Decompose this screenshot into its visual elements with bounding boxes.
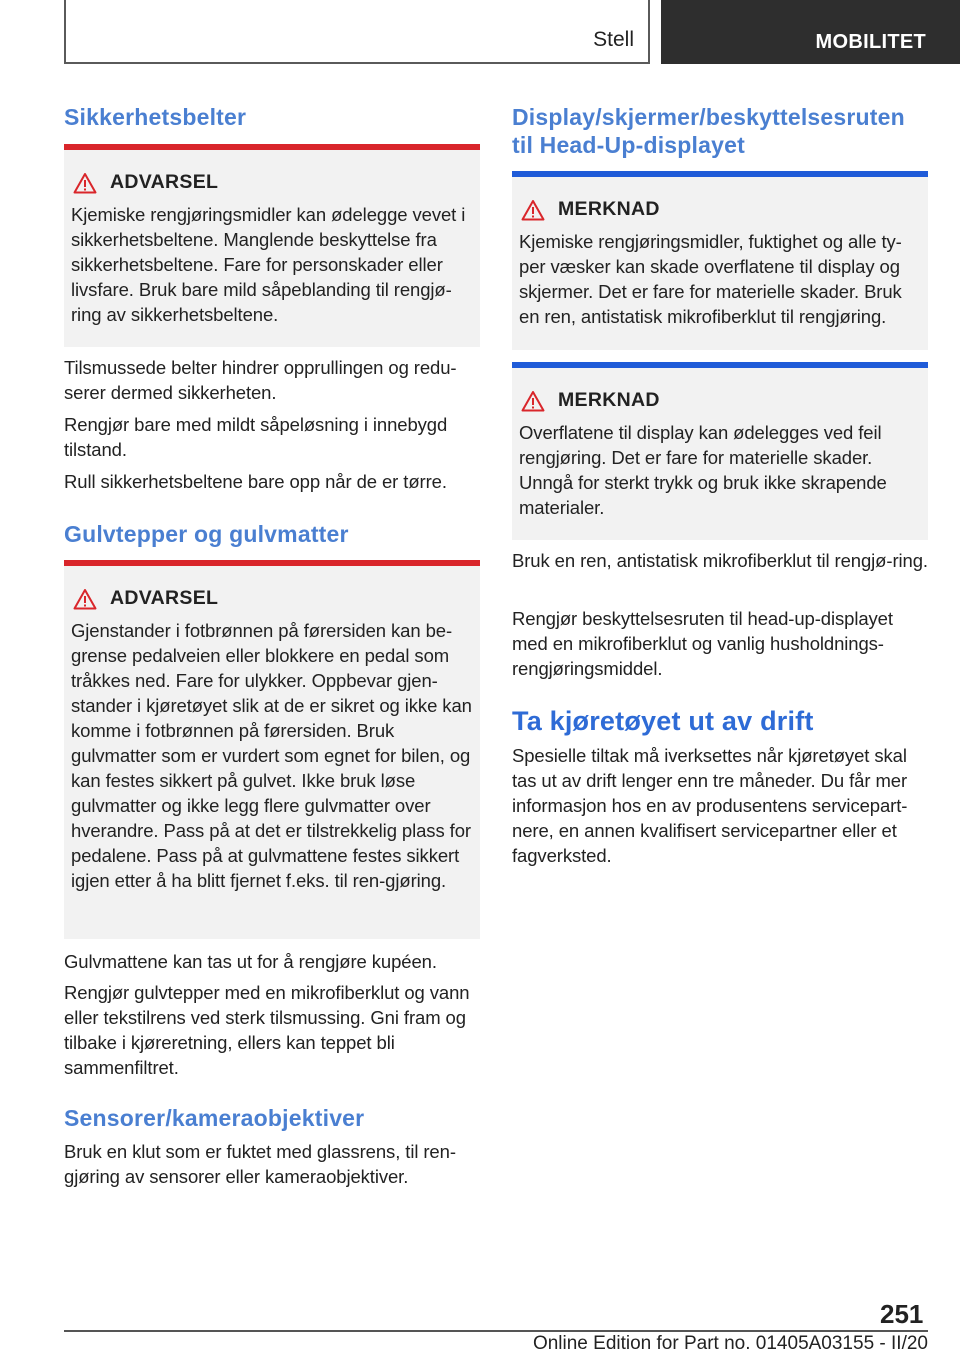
warning-bar [64,144,480,150]
paragraph: Rull sikkerhetsbeltene bare opp når de er tørre. [64,471,447,492]
header-section-tab [64,0,650,64]
section-title: Stell [593,28,634,51]
warning-triangle-icon [73,172,97,194]
note-box-surfaces [512,362,928,540]
paragraph: Gulvmattene kan tas ut for å rengjøre kupéen. [64,951,437,972]
heading-floor-mats: Gulvtepper og gulvmatter [64,521,349,547]
note-label: MERKNAD [558,389,660,411]
edition-note: Online Edition for Part no. 01405A03155 - II/20 [532,1333,928,1354]
paragraph: Rengjør beskyttelsesruten til head-up-displayet med en mikrofiberklut og vanlig husholdnings-rengjøringsmiddel. [512,608,893,679]
paragraph: Rengjør gulvtepper med en mikrofiberklut og vann eller tekstilrens ved sterk tilsmussing. Gni fram og tilbake i kjøreretning, ellers kan teppet bli sammenfiltret. [64,982,470,1078]
paragraph: Spesielle tiltak må iverksettes når kjøretøyet skal tas ut av drift lenger enn tre måneder. Du får mer informasjon hos en av produsentens servicepart-nere, en annen kvalifisert servicepartner eller et fagverksted. [512,745,908,866]
warning-bar [64,560,480,566]
note-label: MERKNAD [558,198,660,220]
warning-triangle-icon [73,588,97,610]
heading-take-out-of-service: Ta kjøretøyet ut av drift [512,706,814,736]
heading-sensors: Sensorer/kameraobjektiver [64,1105,365,1131]
warning-triangle-icon [521,390,545,412]
note-bar [512,362,928,368]
warning-label: ADVARSEL [110,171,219,193]
note-bar [512,171,928,177]
footer-divider [64,1330,928,1332]
heading-display: Display/skjermer/beskyttelsesruten til Head-Up-displayet [512,104,905,158]
page-number: 251 [880,1299,924,1329]
header-chapter-tab [661,0,960,64]
paragraph: Rengjør bare med mildt såpeløsning i innebygd tilstand. [64,414,448,460]
note-text: Overflatene til display kan ødelegges ved feil rengjøring. Det er fare for materielle skader. Unngå for sterkt trykk og bruk ikke skrapende materialer. [519,422,887,518]
paragraph: Bruk en klut som er fuktet med glassrens, til ren-gjøring av sensorer eller kameraobjektiver. [64,1141,456,1187]
heading-seatbelts: Sikkerhetsbelter [64,104,247,130]
paragraph: Bruk en ren, antistatisk mikrofiberklut til rengjø-ring. [512,550,928,571]
warning-box-floor-mats [64,560,480,939]
warning-label: ADVARSEL [110,587,219,609]
warning-text: Kjemiske rengjøringsmidler kan ødelegge vevet i sikkerhetsbeltene. Manglende beskyttelse fra sikkerhetsbeltene. Fare for personskader eller livsfare. Bruk bare mild såpeblanding til rengjø-ring av sikkerhetsbeltene. [71,204,466,325]
note-text: Kjemiske rengjøringsmidler, fuktighet og alle ty-per væsker kan skade overflatene til display og skjermer. Det er fare for materielle skader. Bruk en ren, antistatisk mikrofiberklut til rengjøring. [519,231,902,327]
warning-text: Gjenstander i fotbrønnen på førersiden kan be-grense pedalveien eller blokkere en pedal som tråkkes ned. Fare for ulykker. Oppbevar gjen-stander i kjøretøyet slik at de er sikret og ikke kan komme i fotbrønnen på førersiden. Bruk gulvmatter som er vurdert som egnet for bilen, og kan festes sikkert på gulvet. Ikke bruk løse gulvmatter og ikke legg flere gulvmatter over hverandre. Pass på at det er tilstrekkelig plass for pedalene. Pass på at gulvmattene festes sikkert igjen etter å ha blitt fjernet f.eks. til ren-gjøring. [71,620,472,891]
note-box-display [512,171,928,350]
chapter-title: MOBILITET [815,31,926,53]
warning-box-seatbelts [64,144,480,347]
paragraph: Tilsmussede belter hindrer opprullingen og redu-serer dermed sikkerheten. [64,357,457,403]
warning-triangle-icon [521,199,545,221]
